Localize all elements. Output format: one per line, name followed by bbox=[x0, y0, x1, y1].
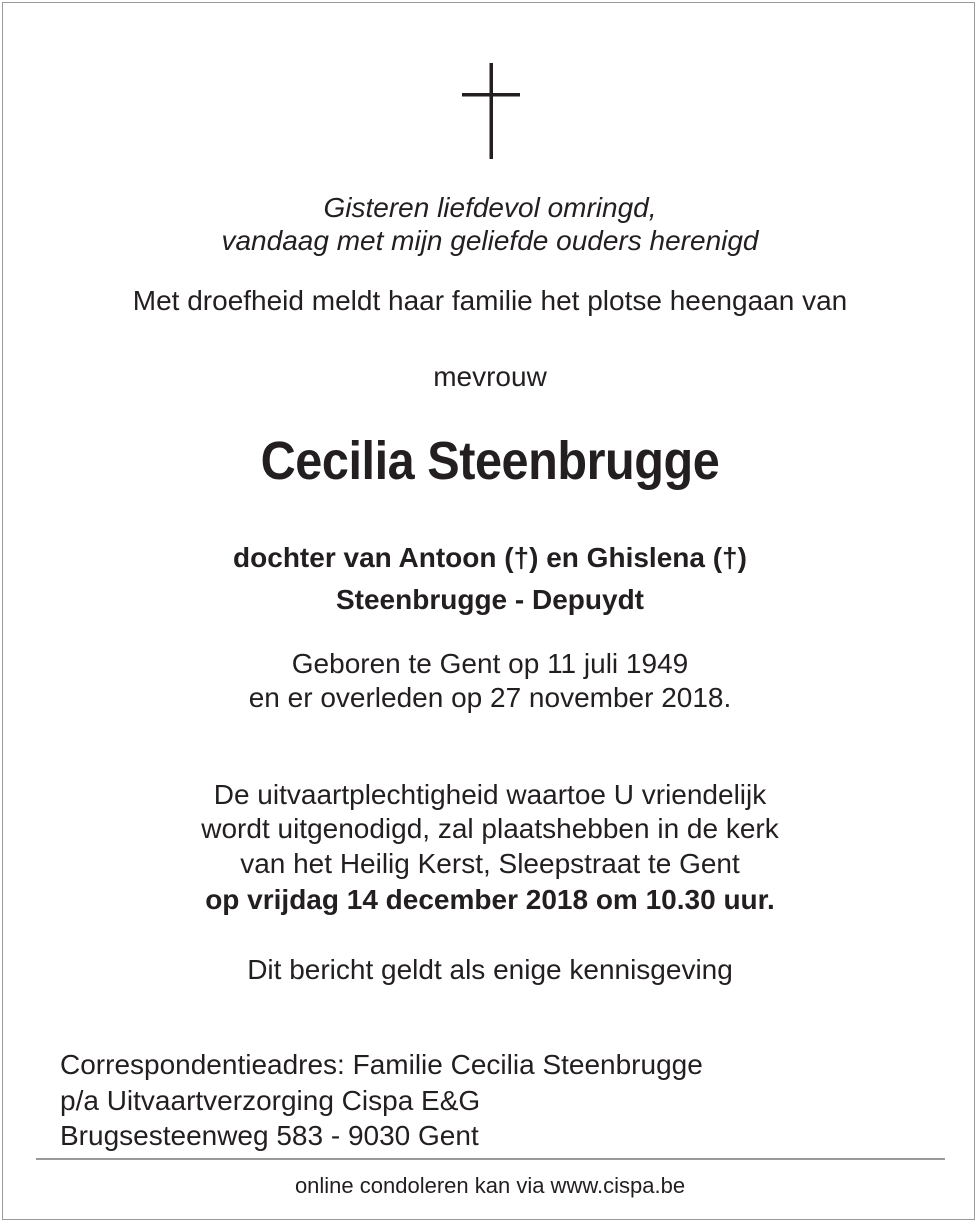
verse-line-1: Gisteren liefdevol omringd, bbox=[323, 192, 657, 223]
funeral-line-1: De uitvaartplechtigheid waartoe U vriendelijk bbox=[213, 779, 767, 810]
cross-icon bbox=[462, 63, 520, 159]
title-prefix: mevrouw bbox=[433, 361, 547, 392]
footer-condolence-text: online condoleren kan via www.cispa.be bbox=[294, 1173, 686, 1198]
correspondence-line-3: Brugsesteenweg 583 - 9030 Gent bbox=[60, 1120, 479, 1151]
footer-divider bbox=[36, 1158, 945, 1160]
parents-line-2: Steenbrugge - Depuydt bbox=[335, 584, 644, 615]
notice-text: Dit bericht geldt als enige kennisgeving bbox=[247, 954, 733, 985]
verse-line-2: vandaag met mijn geliefde ouders herenigd bbox=[221, 225, 759, 256]
announcement-text: Met droefheid meldt haar familie het plotse heengaan van bbox=[132, 285, 848, 316]
deceased-name: Cecilia Steenbrugge bbox=[260, 431, 720, 491]
correspondence-line-2: p/a Uitvaartverzorging Cispa E&G bbox=[60, 1085, 481, 1116]
correspondence-line-1: Correspondentieadres: Familie Cecilia Steenbrugge bbox=[60, 1049, 703, 1080]
parents-line-1: dochter van Antoon (†) en Ghislena (†) bbox=[233, 542, 747, 573]
funeral-line-3: van het Heilig Kerst, Sleepstraat te Gent bbox=[240, 848, 740, 879]
birth-info: Geboren te Gent op 11 juli 1949 bbox=[291, 648, 689, 679]
funeral-line-2: wordt uitgenodigd, zal plaatshebben in de kerk bbox=[201, 813, 779, 844]
death-info: en er overleden op 27 november 2018. bbox=[248, 682, 732, 713]
funeral-datetime: op vrijdag 14 december 2018 om 10.30 uur. bbox=[205, 884, 775, 915]
